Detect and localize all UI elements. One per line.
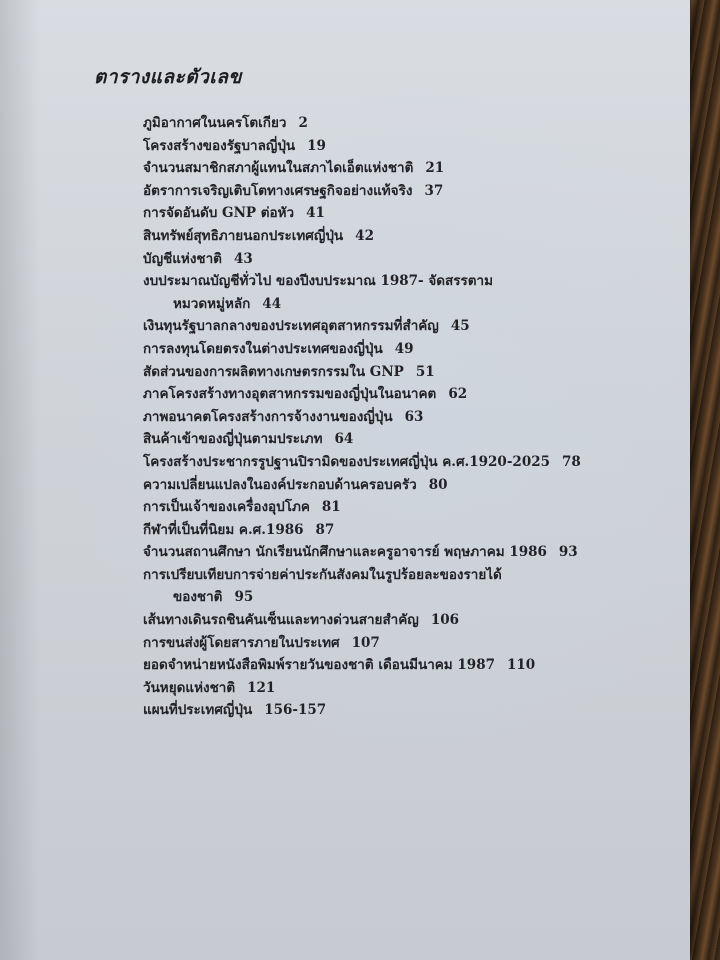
toc-entry-page-number: 93 xyxy=(558,544,578,561)
toc-entry xyxy=(143,202,663,225)
page-gutter-shadow xyxy=(0,0,40,960)
toc-entry-title: เส้นทางเดินรถชินคันเซ็นและทางด่วนสายสำคัญ xyxy=(143,612,419,629)
toc-entry-page-number: 62 xyxy=(448,386,468,403)
toc-entry xyxy=(143,564,663,609)
toc-entry-page-number: 106 xyxy=(430,612,459,629)
toc-entry-page-number: 95 xyxy=(234,589,254,606)
toc-entry-title: โครงสร้างของรัฐบาลญี่ปุ่น xyxy=(143,137,296,154)
toc-entry-page-number: 110 xyxy=(506,657,536,674)
toc-entry-title: เงินทุนรัฐบาลกลางของประเทศอุตสาหกรรมที่สำคัญ xyxy=(143,318,439,335)
toc-entry-page-number: 19 xyxy=(307,137,326,154)
toc-entry-page-number: 43 xyxy=(233,250,253,267)
toc-entry-title: สัดส่วนของการผลิตทางเกษตรกรรมใน GNP xyxy=(143,363,404,380)
toc-entry-page-number: 81 xyxy=(321,499,341,516)
toc-entry-page-number: 63 xyxy=(404,408,424,425)
toc-entry xyxy=(143,135,663,158)
toc-entry-page-number: 121 xyxy=(247,679,276,696)
toc-entry-title: การขนส่งผู้โดยสารภายในประเทศ xyxy=(143,634,340,651)
toc-entry-title: การเปรียบเทียบการจ่ายค่าประกันสังคมในรูปร้อยละของรายได้ xyxy=(143,566,502,583)
toc-entry xyxy=(143,180,663,203)
toc-entry-title: การเป็นเจ้าของเครื่องอุปโภค xyxy=(143,499,310,516)
toc-entry-title-continued xyxy=(143,293,663,316)
toc-entry xyxy=(143,112,663,135)
toc-entry-continuation-text: ของชาติ xyxy=(173,589,223,606)
toc-entry xyxy=(143,361,663,384)
toc-entry-title: โครงสร้างประชากรรูปฐานปิรามิดของประเทศญี่ปุ่น ค.ศ.1920-2025 xyxy=(143,453,551,470)
toc-entry-title: จำนวนสมาชิกสภาผู้แทนในสภาไดเอ็ตแห่งชาติ xyxy=(143,160,414,177)
toc-entry xyxy=(143,632,663,655)
toc-entry xyxy=(143,338,663,361)
toc-entry-page-number: 64 xyxy=(334,431,354,448)
page-title: ตารางและตัวเลข xyxy=(94,66,242,88)
toc-entry-title-continued xyxy=(143,586,663,609)
toc-entry-title: สินทรัพย์สุทธิภายนอกประเทศญี่ปุ่น xyxy=(143,227,344,244)
toc-entry xyxy=(143,406,663,429)
toc-entry-title: สินค้าเข้าของญี่ปุ่นตามประเภท xyxy=(143,431,323,448)
toc-entry-title: ภูมิอากาศในนครโตเกียว xyxy=(143,115,287,131)
toc-entry xyxy=(143,157,663,180)
toc-entry-title: วันหยุดแห่งชาติ xyxy=(143,679,236,696)
toc-entry xyxy=(143,654,663,677)
toc-entry-title: ความเปลี่ยนแปลงในองค์ประกอบด้านครอบครัว xyxy=(143,476,417,493)
toc-entry-page-number: 21 xyxy=(425,160,445,177)
table-of-contents-list xyxy=(143,112,663,722)
toc-entry xyxy=(143,428,663,451)
toc-entry-title: ภาคโครงสร้างทางอุตสาหกรรมของญี่ปุ่นในอนาคต xyxy=(143,386,437,403)
toc-entry xyxy=(143,315,663,338)
toc-entry-page-number: 37 xyxy=(424,182,444,199)
toc-entry xyxy=(143,383,663,406)
toc-entry-page-number: 44 xyxy=(262,295,282,312)
toc-entry-title: งบประมาณบัญชีทั่วไป ของปีงบประมาณ 1987- จัดสรรตาม xyxy=(143,273,493,290)
toc-entry xyxy=(143,541,663,564)
toc-entry-page-number: 78 xyxy=(562,453,581,470)
toc-entry-title: การจัดอันดับ GNP ต่อหัว xyxy=(143,205,295,222)
toc-entry-page-number: 80 xyxy=(428,476,448,493)
toc-entry xyxy=(143,248,663,271)
toc-entry-page-number: 42 xyxy=(355,227,374,244)
toc-entry-title: ภาพอนาคตโครงสร้างการจ้างงานของญี่ปุ่น xyxy=(143,408,393,425)
toc-entry-continuation-text: หมวดหมู่หลัก xyxy=(173,295,251,312)
toc-entry-title: กีฬาที่เป็นที่นิยม ค.ศ.1986 xyxy=(143,521,304,538)
toc-entry xyxy=(143,474,663,497)
toc-entry-page-number: 45 xyxy=(450,318,470,335)
toc-entry-title: บัญชีแห่งชาติ xyxy=(143,250,222,267)
toc-entry-page-number: 41 xyxy=(306,205,325,222)
toc-entry-page-number: 51 xyxy=(415,363,435,380)
toc-entry-page-number: 87 xyxy=(315,521,335,538)
toc-entry xyxy=(143,519,663,542)
toc-entry xyxy=(143,699,663,722)
toc-entry-page-number: 156-157 xyxy=(264,702,327,719)
toc-entry xyxy=(143,225,663,248)
toc-entry-title: การลงทุนโดยตรงในต่างประเทศของญี่ปุ่น xyxy=(143,340,383,357)
toc-entry xyxy=(143,451,663,474)
toc-entry-title: ยอดจำหน่ายหนังสือพิมพ์รายวันของชาติ เดือนมีนาคม 1987 xyxy=(143,657,495,674)
toc-entry-title: จำนวนสถานศึกษา นักเรียนนักศึกษาและครูอาจารย์ พฤษภาคม 1986 xyxy=(143,544,547,561)
toc-entry xyxy=(143,677,663,700)
toc-entry xyxy=(143,609,663,632)
toc-entry-page-number: 2 xyxy=(298,115,308,131)
toc-entry xyxy=(143,270,663,315)
toc-entry-page-number: 49 xyxy=(394,340,414,357)
toc-entry-title: แผนที่ประเทศญี่ปุ่น xyxy=(143,702,253,719)
toc-entry xyxy=(143,496,663,519)
toc-entry-page-number: 107 xyxy=(351,634,380,651)
toc-entry-title: อัตราการเจริญเติบโตทางเศรษฐกิจอย่างแท้จริง xyxy=(143,182,413,199)
